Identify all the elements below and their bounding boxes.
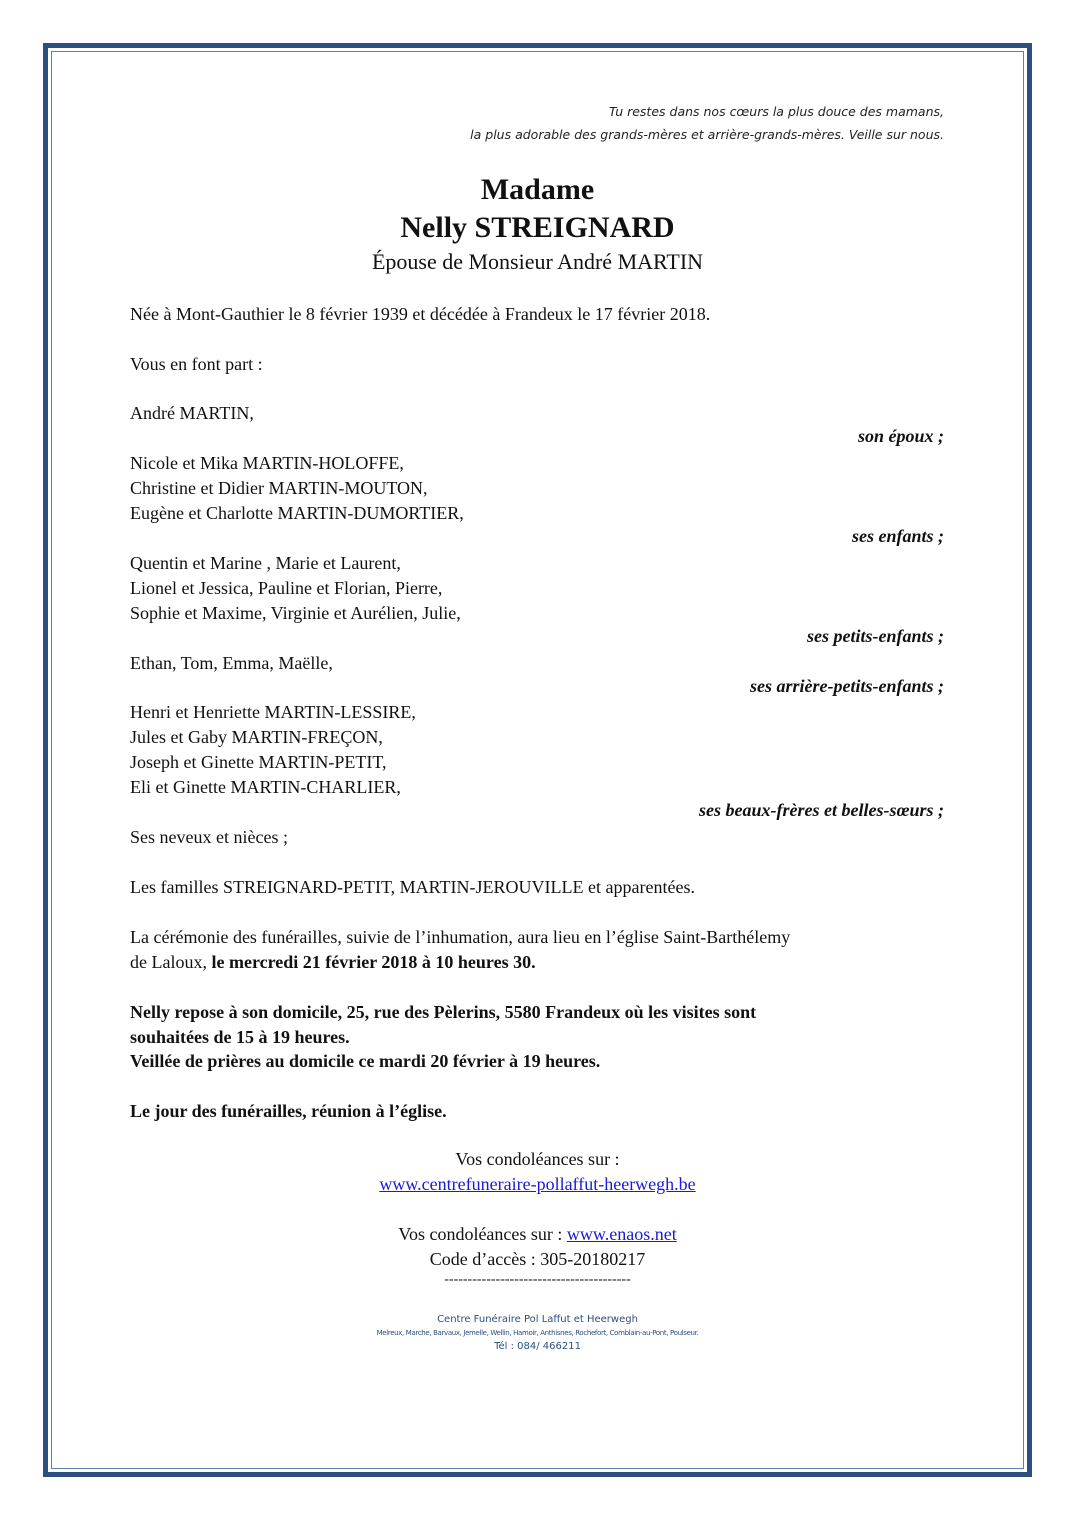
footer-phone: Tél : 084/ 466211: [494, 1341, 581, 1352]
relation-great-grandchildren: ses arrière-petits-enfants ;: [750, 676, 944, 696]
in-law-3: Joseph et Ginette MARTIN-PETIT,: [130, 752, 387, 772]
condolences-label-1: Vos condoléances sur :: [455, 1149, 620, 1169]
great-grandchildren: Ethan, Tom, Emma, Maëlle,: [130, 653, 333, 673]
visits-line-1: Nelly repose à son domicile, 25, rue des Pèlerins, 5580 Frandeux où les visites sont: [130, 1002, 757, 1022]
families-line: Les familles STREIGNARD-PETIT, MARTIN-JEROUVILLE et apparentées.: [130, 877, 695, 897]
grandchildren-2: Lionel et Jessica, Pauline et Florian, Pierre,: [130, 578, 443, 598]
condolences-link-1[interactable]: www.centrefuneraire-pollaffut-heerwegh.be: [379, 1174, 696, 1194]
relation-children: ses enfants ;: [851, 526, 944, 546]
condolences-line-2: [0, 1224, 1075, 1245]
spouse-name: André MARTIN,: [130, 403, 254, 423]
condolences-label-2: Vos condoléances sur :: [398, 1224, 567, 1244]
deceased-name: Nelly STREIGNARD: [400, 211, 675, 244]
nephews-nieces: Ses neveux et nièces ;: [130, 827, 288, 847]
ceremony-line-1: La cérémonie des funérailles, suivie de l’inhumation, aura lieu en l’église Saint-Barthélemy: [130, 927, 791, 947]
ceremony-place: de Laloux,: [130, 952, 212, 972]
condolences-link-2[interactable]: www.enaos.net: [566, 1224, 677, 1244]
child-2: Christine et Didier MARTIN-MOUTON,: [130, 478, 428, 498]
relation-in-laws: ses beaux-frères et belles-sœurs ;: [699, 800, 944, 820]
epigraph-line-1: Tu restes dans nos cœurs la plus douce des mamans,: [608, 104, 944, 119]
footer-locations: Melreux, Marche, Barvaux, Jemelle, Wellin, Hamoir, Anthisnes, Rochefort, Comblain-au-Pont, Poulseur.: [376, 1329, 699, 1337]
condolences-link-1-wrap: [0, 1174, 1075, 1195]
ceremony-datetime: le mercredi 21 février 2018 à 10 heures 30.: [211, 952, 536, 972]
spouse-line: Épouse de Monsieur André MARTIN: [371, 249, 704, 274]
salutation: Madame: [480, 173, 595, 206]
birth-death-line: Née à Mont-Gauthier le 8 février 1939 et décédée à Frandeux le 17 février 2018.: [130, 304, 711, 324]
grandchildren-1: Quentin et Marine , Marie et Laurent,: [130, 553, 401, 573]
epigraph-line-2: la plus adorable des grands-mères et arrière-grands-mères. Veille sur nous.: [470, 127, 944, 142]
in-law-1: Henri et Henriette MARTIN-LESSIRE,: [130, 702, 416, 722]
in-law-2: Jules et Gaby MARTIN-FREÇON,: [130, 727, 383, 747]
visits-line-2: souhaitées de 15 à 19 heures.: [130, 1027, 350, 1047]
announcement: Vous en font part :: [130, 354, 263, 374]
separator: ----------------------------------------: [444, 1272, 631, 1287]
access-code: Code d’accès : 305-20180217: [429, 1249, 646, 1269]
vigil-line: Veillée de prières au domicile ce mardi 20 février à 19 heures.: [130, 1051, 601, 1071]
meeting-line: Le jour des funérailles, réunion à l’église.: [130, 1101, 447, 1121]
in-law-4: Eli et Ginette MARTIN-CHARLIER,: [130, 777, 401, 797]
footer-company: Centre Funéraire Pol Laffut et Heerwegh: [437, 1314, 638, 1325]
child-3: Eugène et Charlotte MARTIN-DUMORTIER,: [130, 503, 464, 523]
relation-grandchildren: ses petits-enfants ;: [807, 626, 944, 646]
grandchildren-3: Sophie et Maxime, Virginie et Aurélien, Julie,: [130, 603, 461, 623]
child-1: Nicole et Mika MARTIN-HOLOFFE,: [130, 453, 404, 473]
ceremony-line-2: [130, 950, 536, 975]
relation-spouse: son époux ;: [857, 426, 944, 446]
